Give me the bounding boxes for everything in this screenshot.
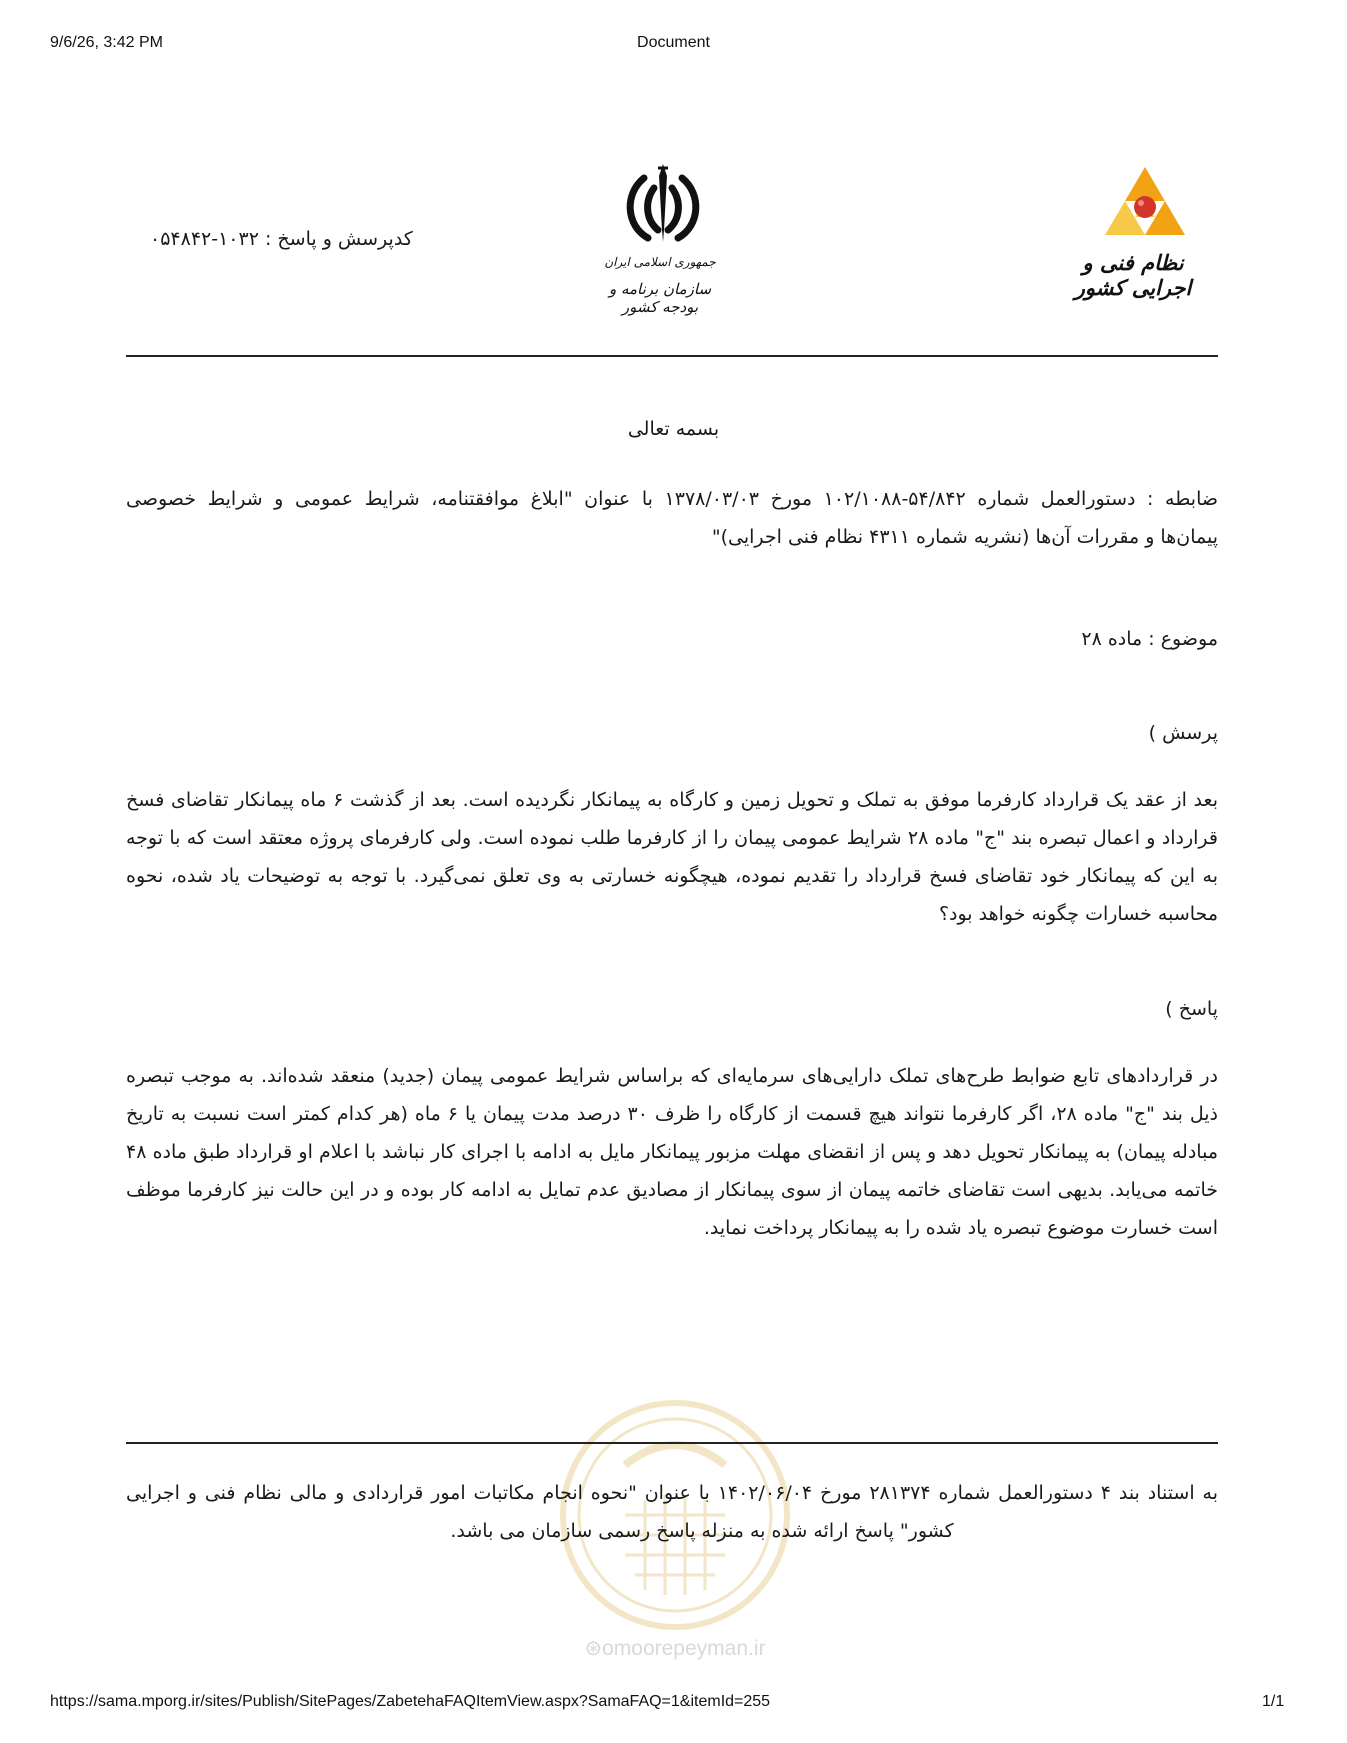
answer-text: در قراردادهای تابع ضوابط طرح‌های تملک دارایی‌های سرمایه‌ای که براساس شرایط عمومی پیمان (جدید) منعقد شده‌اند. به موجب تبصره ذیل بند "ج" ماده ۲۸، اگر کارفرما نتواند هیچ قسمت از کارگاه را ظرف ۳۰ درصد مدت پیمان یا ۶ ماه (هر کدام کمتر است نسبت به تاریخ مبادله پیمان) به پیمانکار تحویل دهد و پس از انقضای مهلت مزبور پیمانکار مایل به ادامه با اجرای کار نباشد با اعلام او قرارداد طبق ماده ۴۸ خاتمه می‌یابد. بدیهی است تقاضای خاتمه پیمان از سوی پیمانکار از مصادیق عدم تمایل به ادامه کار بوده و در این حالت نیز کارفرما موظف است خسارت موضوع تبصره یاد شده را به پیمانکار پرداخت نماید. [126, 1065, 1218, 1239]
iran-emblem-icon [618, 158, 708, 258]
print-datetime: 9/6/26, 3:42 PM [50, 34, 163, 51]
logo-caption: نظام فنی و اجرایی کشور [1074, 250, 1192, 300]
footer-divider [126, 1442, 1218, 1444]
nezam-fani-logo-icon [1095, 165, 1195, 245]
invocation: بسمه تعالی [627, 418, 720, 440]
emblem-caption-1: جمهوری اسلامی ایران [604, 255, 716, 269]
watermark-logo-icon: ⊛ [584, 1637, 603, 1660]
watermark-site [560, 1636, 790, 1661]
print-url: https://sama.mporg.ir/sites/Publish/SitePages/ZabetehaFAQItemView.aspx?SamaFAQ=1&itemId=255 [50, 1693, 771, 1710]
rule-reference-line-2: پیمان‌ها و مقررات آن‌ها (نشریه شماره ۴۳۱۱ نظام فنی اجرایی)" [711, 526, 1218, 548]
footer-note-line-2: کشور" پاسخ ارائه شده به منزله پاسخ رسمی سازمان می باشد. [450, 1520, 954, 1542]
answer-label: پاسخ ) [1165, 998, 1218, 1020]
footer-note [126, 1474, 1218, 1550]
subject: موضوع : ماده ۲۸ [1081, 628, 1218, 650]
print-title: Document [637, 34, 710, 51]
question-code: کدپرسش و پاسخ : ۱۰۳۲-۰۵۴۸۴۲ [150, 228, 413, 250]
rule-reference-line-1: ضابطه : دستورالعمل شماره ۵۴/۸۴۲-۱۰۲/۱۰۸۸ مورخ ۱۳۷۸/۰۳/۰۳ با عنوان "ابلاغ موافقتنامه، شرایط عمومی و شرایط خصوصی [126, 488, 1219, 510]
footer-note-line-1: به استناد بند ۴ دستورالعمل شماره ۲۸۱۳۷۴ مورخ ۱۴۰۲/۰۶/۰۴ با عنوان "نحوه انجام مکاتبات امور قراردادی و مالی نظام فنی و اجرایی [126, 1482, 1218, 1504]
question-label: پرسش ) [1148, 722, 1218, 744]
rule-reference [126, 480, 1218, 556]
question-text: بعد از عقد یک قرارداد کارفرما موفق به تملک و تحویل زمین و کارگاه به پیمانکار نگردیده است. بعد از گذشت ۶ ماه پیمانکار تقاضای فسخ قرارداد و اعمال تبصره بند "ج" ماده ۲۸ شرایط عمومی پیمان را از کارفرما طلب نموده است. ولی کارفرمای پروژه معتقد است که با توجه به این که پیمانکار خود تقاضای فسخ قرارداد را تقدیم نموده، هیچگونه خسارتی به وی تعلق نمی‌گیرد. با توجه به توضیحات یاد شده، نحوه محاسبه خسارات چگونه خواهد بود؟ [126, 789, 1218, 925]
emblem-caption-2: سازمان برنامه و بودجه کشور [608, 280, 712, 316]
print-page-number: 1/1 [1262, 1693, 1285, 1710]
header-divider [126, 355, 1218, 357]
watermark-site-text: omoorepeyman.ir [602, 1637, 766, 1660]
